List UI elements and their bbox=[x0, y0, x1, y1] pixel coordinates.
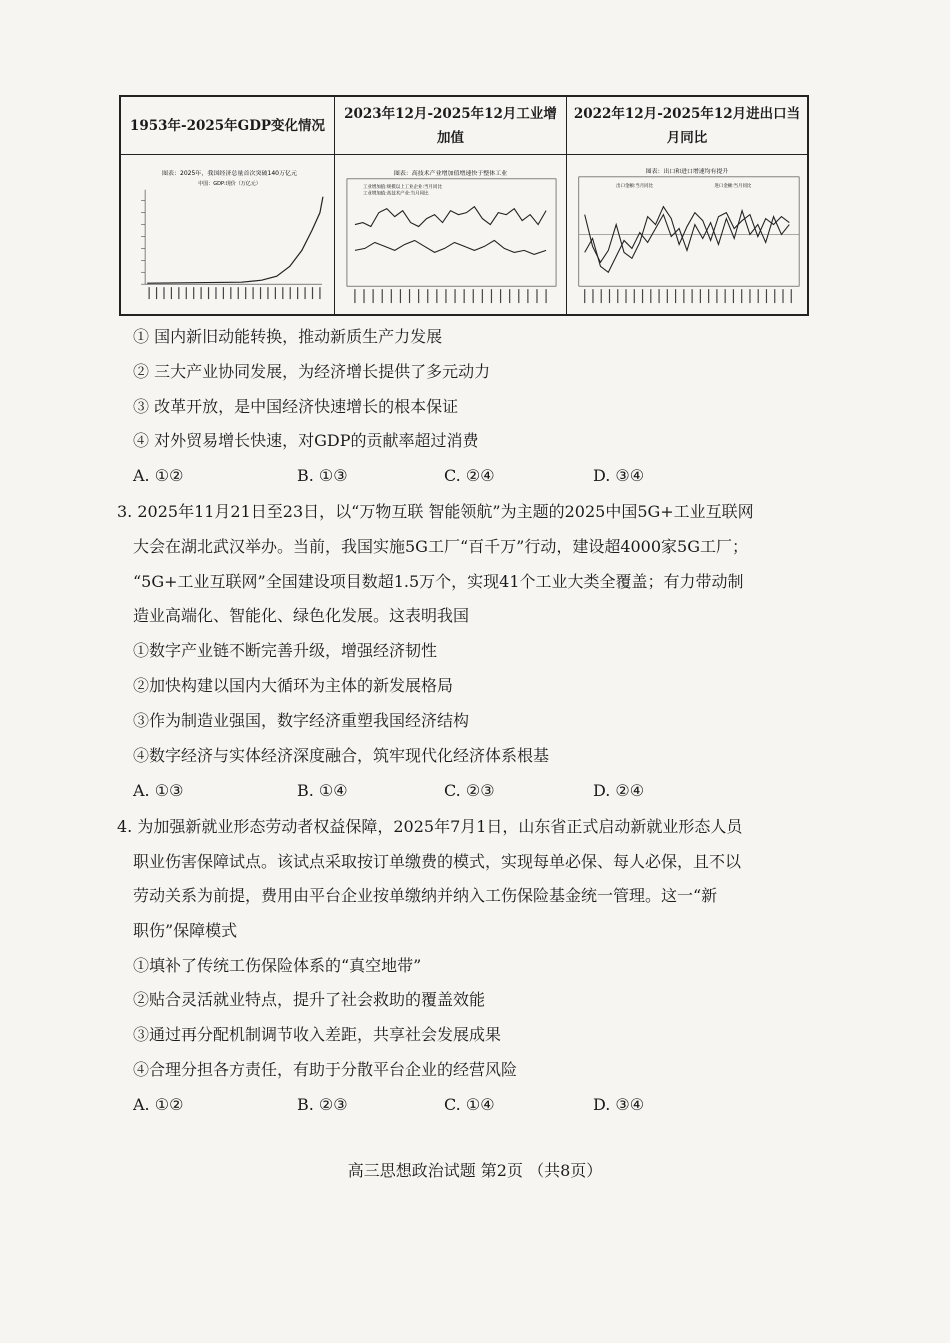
q3-stem-line-2: 大会在湖北武汉举办。当前，我国实施5G工厂“百千万”行动，建设超4000家5G工厂； bbox=[133, 537, 749, 556]
table-header-industry: 2023年12月-2025年12月工业增加值 bbox=[335, 97, 567, 155]
q2-option-d[interactable]: D. ③④ bbox=[593, 466, 645, 485]
q2-item-2: ② 三大产业协同发展，为经济增长提供了多元动力 bbox=[133, 362, 491, 381]
q2-option-a[interactable]: A. ①② bbox=[133, 466, 184, 485]
table-header-trade: 2022年12月-2025年12月进出口当月同比 bbox=[567, 97, 807, 155]
q4-item-2: ②贴合灵活就业特点，提升了社会救助的覆盖效能 bbox=[133, 990, 486, 1009]
trade-chart bbox=[567, 155, 807, 314]
hightech-line bbox=[355, 207, 546, 227]
q4-option-a[interactable]: A. ①② bbox=[133, 1095, 184, 1114]
trade-legend-1: 出口金额:当月同比 bbox=[616, 183, 653, 189]
industry-chart bbox=[335, 155, 567, 314]
q4-item-1: ①填补了传统工伤保险体系的“真空地带” bbox=[133, 956, 422, 975]
industry-legend-2: 工业增加值:高技术产业:当月同比 bbox=[362, 191, 429, 197]
q2-item-4: ④ 对外贸易增长快速，对GDP的贡献率超过消费 bbox=[133, 431, 479, 450]
q4-stem-line-1: 4. 为加强新就业形态劳动者权益保障，2025年7月1日，山东省正式启动新就业形态人员 bbox=[117, 817, 743, 836]
import-line bbox=[585, 211, 790, 273]
q3-stem-line-1: 3. 2025年11月21日至23日，以“万物互联 智能领航”为主题的2025中国5G+工业互联网 bbox=[117, 502, 754, 521]
gdp-chart-legend: 中国：GDP:现价（万亿元） bbox=[198, 180, 261, 187]
gdp-chart-svg bbox=[121, 155, 334, 314]
trade-chart-title: 图表：出口和进口增速均有提升 bbox=[645, 167, 729, 175]
q4-stem-line-4: 职伤”保障模式 bbox=[133, 921, 238, 940]
q2-item-1: ① 国内新旧动能转换，推动新质生产力发展 bbox=[133, 327, 443, 346]
q4-stem-line-3: 劳动关系为前提，费用由平台企业按单缴纳并纳入工伤保险基金统一管理。这一“新 bbox=[133, 886, 718, 905]
trade-legend-2: 进口金额:当月同比 bbox=[714, 183, 752, 189]
q3-item-4: ④数字经济与实体经济深度融合，筑牢现代化经济体系根基 bbox=[133, 746, 550, 765]
q4-stem-line-2: 职业伤害保障试点。该试点采取按订单缴费的模式，实现每单必保、每人必保，且不以 bbox=[133, 852, 742, 871]
trade-chart-svg bbox=[567, 155, 807, 314]
q3-option-a[interactable]: A. ①③ bbox=[133, 781, 184, 800]
industry-legend-1: 工业增加值:规模以上工业企业:当月同比 bbox=[362, 184, 442, 190]
table-header-gdp: 1953年-2025年GDP变化情况 bbox=[121, 97, 335, 155]
trade-x-ticks bbox=[585, 289, 792, 303]
industry-chart-svg bbox=[335, 155, 566, 314]
q3-stem-line-3: “5G+工业互联网”全国建设项目数超1.5万个，实现41个工业大类全覆盖；有力带动制 bbox=[133, 572, 744, 591]
gdp-chart-title: 图表：2025年，我国经济总量首次突破140万亿元 bbox=[161, 169, 298, 177]
q4-item-4: ④合理分担各方责任，有助于分散平台企业的经营风险 bbox=[133, 1060, 518, 1079]
q2-option-b[interactable]: B. ①③ bbox=[297, 466, 348, 485]
q3-item-1: ①数字产业链不断完善升级，增强经济韧性 bbox=[133, 641, 438, 660]
q4-option-c[interactable]: C. ①④ bbox=[444, 1095, 495, 1114]
industry-x-ticks bbox=[355, 289, 546, 303]
industry-chart-title: 图表：高技术产业增加值增速快于整体工业 bbox=[393, 169, 508, 177]
chart-table bbox=[119, 95, 809, 316]
gdp-line bbox=[147, 197, 323, 283]
gdp-y-ticks bbox=[141, 201, 145, 284]
q2-option-c[interactable]: C. ②④ bbox=[444, 466, 495, 485]
q4-option-b[interactable]: B. ②③ bbox=[297, 1095, 348, 1114]
q4-option-d[interactable]: D. ③④ bbox=[593, 1095, 645, 1114]
gdp-x-ticks bbox=[149, 287, 320, 299]
q3-option-b[interactable]: B. ①④ bbox=[297, 781, 348, 800]
q2-item-3: ③ 改革开放，是中国经济快速增长的根本保证 bbox=[133, 397, 459, 416]
q4-item-3: ③通过再分配机制调节收入差距，共享社会发展成果 bbox=[133, 1025, 502, 1044]
industry-line bbox=[355, 240, 546, 254]
q3-option-c[interactable]: C. ②③ bbox=[444, 781, 495, 800]
q3-item-2: ②加快构建以国内大循环为主体的新发展格局 bbox=[133, 676, 454, 695]
page-footer: 高三思想政治试题 第2页 （共8页） bbox=[347, 1161, 603, 1180]
q3-stem-line-4: 造业高端化、智能化、绿色化发展。这表明我国 bbox=[133, 606, 470, 625]
q3-item-3: ③作为制造业强国，数字经济重塑我国经济结构 bbox=[133, 711, 470, 730]
q3-option-d[interactable]: D. ②④ bbox=[593, 781, 645, 800]
gdp-chart bbox=[121, 155, 335, 314]
